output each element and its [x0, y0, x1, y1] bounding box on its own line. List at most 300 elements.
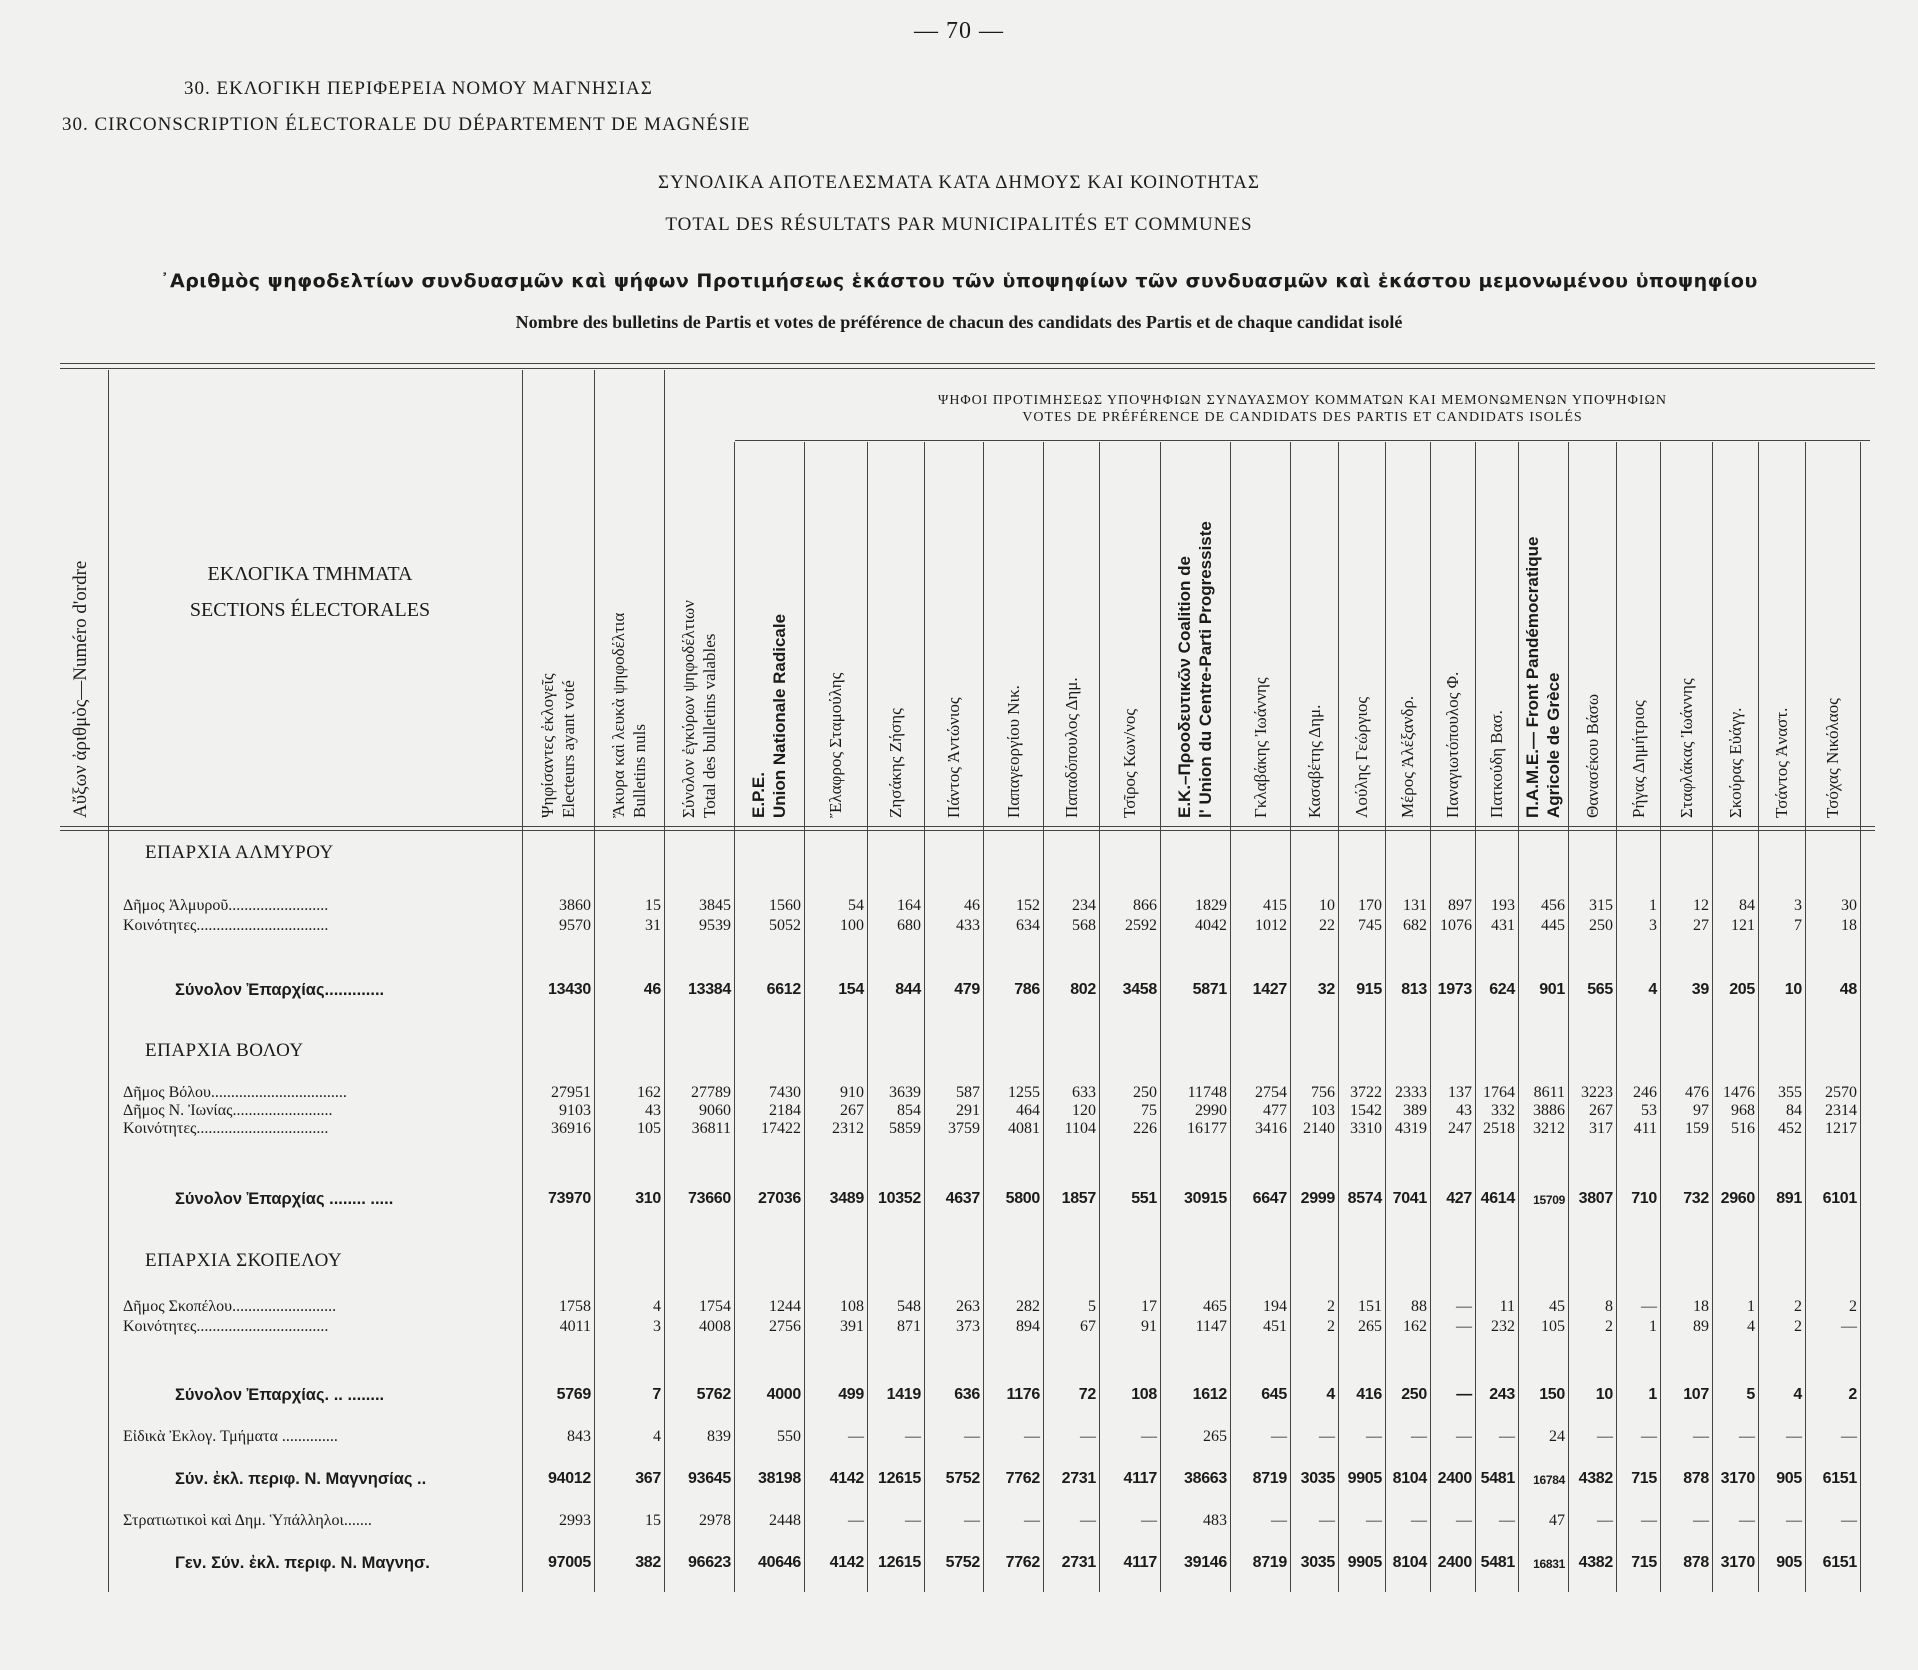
table-cell: 1542 — [1350, 1102, 1382, 1119]
table-cell: 10 — [1319, 897, 1335, 914]
table-cell: 3489 — [829, 1190, 864, 1207]
table-cell: 1147 — [1195, 1318, 1227, 1335]
table-cell: 1244 — [769, 1298, 801, 1315]
eparchy-skopelos: ΕΠΑΡΧΙΑ ΣΚΟΠΕΛΟΥ — [145, 1250, 343, 1271]
vline-col-11 — [1230, 442, 1231, 1592]
table-cell: 4 — [653, 1298, 661, 1315]
table-cell: 389 — [1403, 1102, 1427, 1119]
table-cell: 27 — [1693, 917, 1709, 934]
table-cell: 3035 — [1300, 1470, 1335, 1487]
table-cell: — — [905, 1428, 921, 1445]
table-cell: 587 — [956, 1084, 980, 1101]
vline-col-1 — [594, 370, 595, 1592]
table-cell: 1560 — [769, 897, 801, 914]
sections-header-french: SECTIONS ÉLECTORALES — [189, 599, 431, 621]
table-cell: 6612 — [766, 981, 801, 998]
table-cell: 164 — [897, 897, 921, 914]
table-cell: — — [1739, 1512, 1755, 1529]
table-cell: 10 — [1784, 981, 1802, 998]
table-cell: 18 — [1693, 1298, 1709, 1315]
table-cell: — — [1456, 1298, 1472, 1315]
table-cell: 250 — [1589, 917, 1613, 934]
table-cell: 11 — [1499, 1298, 1515, 1315]
table-cell: — — [1080, 1512, 1096, 1529]
table-cell: 465 — [1203, 1298, 1227, 1315]
column-header-6 — [943, 697, 964, 818]
title-greek: 30. ΕΚΛΟΓΙΚΗ ΠΕΡΙΦΕΡΕΙΑ ΝΟΜΟΥ ΜΑΓΝΗΣΙΑΣ — [184, 78, 653, 99]
table-cell: 550 — [777, 1428, 801, 1445]
table-cell: 355 — [1778, 1084, 1802, 1101]
table-cell: 6101 — [1822, 1190, 1857, 1207]
table-header-rule-2 — [60, 830, 1875, 831]
table-cell: 367 — [635, 1470, 661, 1487]
table-cell: 162 — [1403, 1318, 1427, 1335]
table-cell: 431 — [1491, 917, 1515, 934]
table-cell: 1612 — [1192, 1386, 1227, 1403]
table-cell: 154 — [838, 981, 864, 998]
vline-col-7 — [983, 442, 984, 1592]
table-cell: 100 — [840, 917, 864, 934]
column-header-line1: Τσόχας Νικόλαος — [1823, 698, 1842, 818]
table-cell: 483 — [1203, 1512, 1227, 1529]
table-cell: — — [1319, 1428, 1335, 1445]
table-cell: 499 — [838, 1386, 864, 1403]
row-label: Εἰδικὰ Ἐκλογ. Τμήματα .............. — [123, 1428, 338, 1445]
table-cell: 2 — [1327, 1298, 1335, 1315]
table-cell: 226 — [1133, 1120, 1157, 1137]
column-header-21 — [1725, 708, 1746, 818]
table-cell: 1 — [1649, 897, 1657, 914]
table-cell: 10 — [1595, 1386, 1613, 1403]
table-cell: — — [1641, 1298, 1657, 1315]
vline-col-20 — [1660, 442, 1661, 1592]
table-cell: 4 — [1793, 1386, 1802, 1403]
column-header-line2: l' Union du Centre-Parti Progressiste — [1196, 521, 1215, 818]
table-cell: 968 — [1731, 1102, 1755, 1119]
table-cell: 40646 — [758, 1554, 801, 1571]
table-cell: 3170 — [1720, 1554, 1755, 1571]
table-cell: 150 — [1539, 1386, 1565, 1403]
column-header-18 — [1582, 694, 1603, 818]
table-cell: 2993 — [559, 1512, 591, 1529]
table-cell: 516 — [1731, 1120, 1755, 1137]
table-cell: 1 — [1649, 1318, 1657, 1335]
table-cell: 844 — [895, 981, 921, 998]
column-header-8 — [1061, 677, 1082, 818]
row-label: Κοινότητες................................. — [123, 917, 329, 934]
table-cell: — — [1456, 1386, 1472, 1403]
table-cell: 75 — [1141, 1102, 1157, 1119]
vline-col-2 — [664, 370, 665, 1592]
table-cell: 6151 — [1822, 1470, 1857, 1487]
table-cell: — — [1641, 1428, 1657, 1445]
table-cell: 878 — [1683, 1470, 1709, 1487]
column-header-10 — [1174, 521, 1216, 818]
table-cell: 732 — [1683, 1190, 1709, 1207]
table-cell: 282 — [1016, 1298, 1040, 1315]
column-header-line1: Παναγιωτόπουλος Φ. — [1443, 671, 1462, 818]
table-cell: 137 — [1448, 1084, 1472, 1101]
table-cell: 1857 — [1061, 1190, 1096, 1207]
table-cell: 4000 — [766, 1386, 801, 1403]
table-cell: 565 — [1587, 981, 1613, 998]
column-header-line1: Θανασέκου Βάσω — [1582, 693, 1602, 818]
table-cell: 1217 — [1825, 1120, 1857, 1137]
pref-header-rule — [735, 440, 1870, 441]
table-cell: 1419 — [886, 1386, 921, 1403]
column-header-line1: Ρήγας Δημήτριος — [1628, 700, 1648, 818]
table-cell: 159 — [1685, 1120, 1709, 1137]
table-cell: 97 — [1693, 1102, 1709, 1119]
table-cell: 46 — [643, 981, 661, 998]
table-cell: 263 — [956, 1298, 980, 1315]
table-cell: 6151 — [1822, 1554, 1857, 1571]
column-header-line1: Πατκούδη Βασ. — [1487, 710, 1506, 818]
table-cell: 548 — [897, 1298, 921, 1315]
page-number: — 70 — — [914, 18, 1004, 44]
table-cell: 45 — [1549, 1298, 1565, 1315]
description-greek: ᾿Αριθμὸς ψηφοδελτίων συνδυασμῶν καὶ ψήφων Προτιμήσεως ἑκάστου τῶν ὑποψηφίων τῶν συνδυασμῶν καὶ ἑκάστου μεμονωμένου ὑποψηφίου — [160, 270, 1758, 292]
table-cell: 120 — [1072, 1102, 1096, 1119]
column-header-line1: E.P.E. — [749, 772, 768, 818]
table-cell: 3212 — [1533, 1120, 1565, 1137]
table-cell: 4142 — [829, 1470, 864, 1487]
table-cell: 265 — [1358, 1318, 1382, 1335]
table-cell: — — [1271, 1512, 1287, 1529]
vline-col-9 — [1099, 442, 1100, 1592]
column-header-line2: Electeurs ayant voté — [559, 680, 578, 818]
column-header-line2: Union Nationale Radicale — [770, 613, 789, 818]
vline-col-21 — [1712, 442, 1713, 1592]
table-cell: 54 — [848, 897, 864, 914]
table-cell: 15 — [645, 897, 661, 914]
table-cell: 905 — [1776, 1470, 1802, 1487]
column-header-line1: Πάντος Ἀντώνιος — [944, 697, 963, 818]
table-cell: 427 — [1446, 1190, 1472, 1207]
table-cell: 3 — [653, 1318, 661, 1335]
table-cell: 30915 — [1184, 1190, 1227, 1207]
table-cell: 4117 — [1123, 1470, 1157, 1487]
table-cell: 5769 — [556, 1386, 591, 1403]
table-cell: 5800 — [1005, 1190, 1040, 1207]
column-header-5 — [885, 708, 906, 818]
table-cell: — — [1841, 1318, 1857, 1335]
table-cell: — — [1366, 1512, 1382, 1529]
column-header-0 — [537, 673, 579, 818]
row-label: Κοινότητες................................. — [123, 1120, 329, 1137]
table-cell: 9060 — [699, 1102, 731, 1119]
column-header-line1: Ἄκυρα καὶ λευκὰ ψηφοδέλτια — [609, 612, 628, 818]
table-cell: 88 — [1411, 1298, 1427, 1315]
row-label: Στρατιωτικοὶ καὶ Δημ. Ὑπάλληλοι....... — [123, 1512, 372, 1529]
column-header-19 — [1628, 700, 1649, 818]
table-cell: 5481 — [1480, 1470, 1515, 1487]
vline-col-19 — [1616, 442, 1617, 1592]
table-cell: 7041 — [1392, 1190, 1427, 1207]
vline-col-10 — [1160, 442, 1161, 1592]
table-cell: — — [1739, 1428, 1755, 1445]
table-cell: 9905 — [1347, 1554, 1382, 1571]
table-cell: 22 — [1319, 917, 1335, 934]
subtitle-french: TOTAL DES RÉSULTATS PAR MUNICIPALITÉS ET COMMUNES — [665, 214, 1253, 235]
column-header-line1: Σταφλάκας Ἰωάννης — [1676, 678, 1696, 818]
table-cell: 5481 — [1480, 1554, 1515, 1571]
table-cell: 2140 — [1303, 1120, 1335, 1137]
table-cell: 382 — [635, 1554, 661, 1571]
table-cell: 5 — [1746, 1386, 1755, 1403]
column-header-line2: Bulletins nuls — [630, 724, 649, 818]
column-header-line1: Κασαβέτης Δημ. — [1304, 704, 1324, 818]
table-cell: 2400 — [1437, 1470, 1472, 1487]
table-cell: 5 — [1088, 1298, 1096, 1315]
table-cell: 645 — [1261, 1386, 1287, 1403]
table-cell: 4011 — [559, 1318, 591, 1335]
table-cell: 12615 — [878, 1554, 921, 1571]
table-cell: 3722 — [1350, 1084, 1382, 1101]
table-cell: 17 — [1141, 1298, 1157, 1315]
table-cell: — — [1499, 1512, 1515, 1529]
table-cell: 416 — [1356, 1386, 1382, 1403]
column-header-12 — [1304, 705, 1325, 818]
table-cell: 3416 — [1255, 1120, 1287, 1137]
table-cell: 479 — [954, 981, 980, 998]
table-cell: 31 — [645, 917, 661, 934]
table-cell: 162 — [637, 1084, 661, 1101]
table-cell: 3639 — [889, 1084, 921, 1101]
column-header-line2: Total des bulletins valables — [700, 633, 719, 818]
table-cell: 682 — [1403, 917, 1427, 934]
table-cell: 1255 — [1008, 1084, 1040, 1101]
column-header-3 — [748, 614, 790, 818]
table-cell: 15 — [645, 1512, 661, 1529]
table-cell: 4008 — [699, 1318, 731, 1335]
table-cell: 411 — [1633, 1120, 1657, 1137]
table-cell: — — [1786, 1428, 1802, 1445]
row-label: Δῆμος Σκοπέλου.......................... — [123, 1298, 337, 1315]
table-cell: 12 — [1693, 897, 1709, 914]
table-cell: — — [848, 1512, 864, 1529]
table-cell: 4 — [653, 1428, 661, 1445]
column-header-2 — [678, 600, 720, 818]
table-cell: 551 — [1131, 1190, 1157, 1207]
description-french: Nombre des bulletins de Partis et votes de préférence de chacun des candidats des Partis et de chaque candidat isolé — [515, 312, 1403, 332]
column-header-9 — [1119, 709, 1140, 818]
vline-col-3 — [734, 442, 735, 1592]
vline-col-22 — [1758, 442, 1759, 1592]
table-cell: 4117 — [1123, 1554, 1157, 1571]
table-cell: 250 — [1133, 1084, 1157, 1101]
table-cell: 568 — [1072, 917, 1096, 934]
table-cell: 715 — [1631, 1554, 1657, 1571]
table-cell: 108 — [1131, 1386, 1157, 1403]
vline-col-4 — [804, 442, 805, 1592]
table-cell: 5871 — [1192, 981, 1227, 998]
column-header-line1: Ζησάκης Ζήσης — [886, 708, 905, 818]
table-cell: — — [1366, 1428, 1382, 1445]
table-cell: 3 — [1649, 917, 1657, 934]
table-cell: 4081 — [1008, 1120, 1040, 1137]
table-cell: 2756 — [769, 1318, 801, 1335]
table-cell: 3458 — [1122, 981, 1157, 998]
table-cell: 2999 — [1300, 1190, 1335, 1207]
table-cell: — — [905, 1512, 921, 1529]
table-cell: 9570 — [559, 917, 591, 934]
table-cell: 2518 — [1483, 1120, 1515, 1137]
column-header-13 — [1351, 697, 1372, 818]
table-cell: 43 — [645, 1102, 661, 1119]
table-cell: 13430 — [548, 981, 591, 998]
table-cell: 108 — [840, 1298, 864, 1315]
table-cell: 250 — [1401, 1386, 1427, 1403]
vline-col-16 — [1475, 442, 1476, 1592]
table-cell: — — [1080, 1428, 1096, 1445]
column-header-line1: Ψηφίσαντες ἐκλογεῖς — [538, 673, 557, 818]
table-cell: 2592 — [1125, 917, 1157, 934]
table-cell: 16177 — [1187, 1120, 1227, 1137]
table-cell: 2333 — [1395, 1084, 1427, 1101]
table-cell: 36916 — [551, 1120, 591, 1137]
table-cell: — — [1319, 1512, 1335, 1529]
table-cell: 3035 — [1300, 1554, 1335, 1571]
table-cell: 464 — [1016, 1102, 1040, 1119]
table-cell: 48 — [1839, 981, 1857, 998]
table-cell: 3310 — [1350, 1120, 1382, 1137]
table-cell: 813 — [1401, 981, 1427, 998]
table-cell: 8104 — [1392, 1554, 1427, 1571]
table-cell: 2 — [1794, 1318, 1802, 1335]
table-cell: 756 — [1311, 1084, 1335, 1101]
table-cell: 3845 — [699, 897, 731, 914]
column-header-14 — [1397, 696, 1418, 818]
table-cell: 3886 — [1533, 1102, 1565, 1119]
column-header-23 — [1822, 698, 1843, 818]
table-cell: 2 — [1849, 1298, 1857, 1315]
table-cell: — — [1141, 1512, 1157, 1529]
table-cell: 3860 — [559, 897, 591, 914]
column-header-11 — [1250, 677, 1271, 818]
table-cell: 232 — [1491, 1318, 1515, 1335]
table-cell: — — [1597, 1428, 1613, 1445]
table-cell: 2 — [1327, 1318, 1335, 1335]
table-cell: 4 — [1747, 1318, 1755, 1335]
table-cell: 332 — [1491, 1102, 1515, 1119]
table-cell: 16784 — [1533, 1473, 1565, 1487]
table-cell: 897 — [1448, 897, 1472, 914]
table-cell: 680 — [897, 917, 921, 934]
table-cell: 910 — [840, 1084, 864, 1101]
table-cell: 4 — [1326, 1386, 1335, 1403]
table-cell: 391 — [840, 1318, 864, 1335]
vline-col-15 — [1430, 442, 1431, 1592]
table-cell: 152 — [1016, 897, 1040, 914]
table-cell: 2400 — [1437, 1554, 1472, 1571]
table-cell: — — [1456, 1428, 1472, 1445]
column-header-line1: Ἔλαφρος Σταμούλης — [826, 672, 845, 818]
row-label: Σύνολον Ἐπαρχίας............. — [175, 981, 385, 999]
column-header-1 — [608, 613, 650, 818]
column-header-7 — [1003, 685, 1024, 818]
table-cell: 4319 — [1395, 1120, 1427, 1137]
table-cell: 2314 — [1825, 1102, 1857, 1119]
table-cell: 1973 — [1437, 981, 1472, 998]
table-cell: — — [1024, 1428, 1040, 1445]
table-cell: 291 — [956, 1102, 980, 1119]
table-cell: 373 — [956, 1318, 980, 1335]
row-label: Σύν. ἐκλ. περιφ. Ν. Μαγνησίας .. — [175, 1470, 427, 1488]
table-cell: 9539 — [699, 917, 731, 934]
table-cell: 84 — [1786, 1102, 1802, 1119]
table-cell: 84 — [1739, 897, 1755, 914]
table-cell: 43 — [1456, 1102, 1472, 1119]
table-cell: 2570 — [1825, 1084, 1857, 1101]
table-cell: 9905 — [1347, 1470, 1382, 1487]
table-cell: 12615 — [878, 1470, 921, 1487]
table-cell: 27951 — [551, 1084, 591, 1101]
table-cell: 5752 — [945, 1554, 980, 1571]
table-cell: 67 — [1080, 1318, 1096, 1335]
table-cell: — — [964, 1428, 980, 1445]
table-cell: 121 — [1731, 917, 1755, 934]
table-cell: 5859 — [889, 1120, 921, 1137]
table-cell: 445 — [1541, 917, 1565, 934]
vline-order — [108, 370, 109, 1592]
table-top-rule — [60, 363, 1875, 364]
table-cell: 8719 — [1252, 1554, 1287, 1571]
column-header-22 — [1771, 708, 1792, 818]
table-cell: 107 — [1683, 1386, 1709, 1403]
vline-col-5 — [867, 442, 868, 1592]
table-cell: 1829 — [1195, 897, 1227, 914]
table-cell: 4614 — [1480, 1190, 1515, 1207]
table-cell: 476 — [1685, 1084, 1709, 1101]
table-cell: 7 — [652, 1386, 661, 1403]
title-french: 30. CIRCONSCRIPTION ÉLECTORALE DU DÉPARTEMENT DE MAGNÉSIE — [62, 114, 751, 135]
vline-col-0 — [522, 370, 523, 1592]
column-header-line1: Τσάντος Ἀναστ. — [1772, 707, 1791, 818]
table-cell: 36811 — [691, 1120, 731, 1137]
table-cell: — — [1841, 1512, 1857, 1529]
table-cell: 2754 — [1255, 1084, 1287, 1101]
vline-col-14 — [1385, 442, 1386, 1592]
table-cell: 1758 — [559, 1298, 591, 1315]
table-cell: — — [1597, 1512, 1613, 1529]
table-cell: 13384 — [688, 981, 731, 998]
table-cell: 3223 — [1581, 1084, 1613, 1101]
table-cell: 39146 — [1184, 1554, 1227, 1571]
table-cell: 4042 — [1195, 917, 1227, 934]
table-header-rule — [60, 826, 1875, 827]
table-cell: 5052 — [769, 917, 801, 934]
table-cell: 839 — [707, 1428, 731, 1445]
table-cell: 246 — [1633, 1084, 1657, 1101]
table-cell: 1476 — [1723, 1084, 1755, 1101]
table-cell: 9103 — [559, 1102, 591, 1119]
table-cell: 24 — [1549, 1428, 1565, 1445]
row-label: Δῆμος Βόλου.................................. — [123, 1084, 347, 1101]
table-cell: 915 — [1356, 981, 1382, 998]
table-cell: 267 — [840, 1102, 864, 1119]
table-cell: 2731 — [1061, 1470, 1096, 1487]
column-header-line1: Παπαγεοργίου Νικ. — [1003, 685, 1023, 818]
table-cell: — — [848, 1428, 864, 1445]
row-label: Δῆμος Ἀλμυροῦ......................... — [123, 897, 329, 914]
table-cell: 11748 — [1187, 1084, 1227, 1101]
table-cell: 193 — [1491, 897, 1515, 914]
table-cell: 1764 — [1483, 1084, 1515, 1101]
table-cell: 317 — [1589, 1120, 1613, 1137]
table-cell: 27036 — [758, 1190, 801, 1207]
table-cell: — — [1141, 1428, 1157, 1445]
